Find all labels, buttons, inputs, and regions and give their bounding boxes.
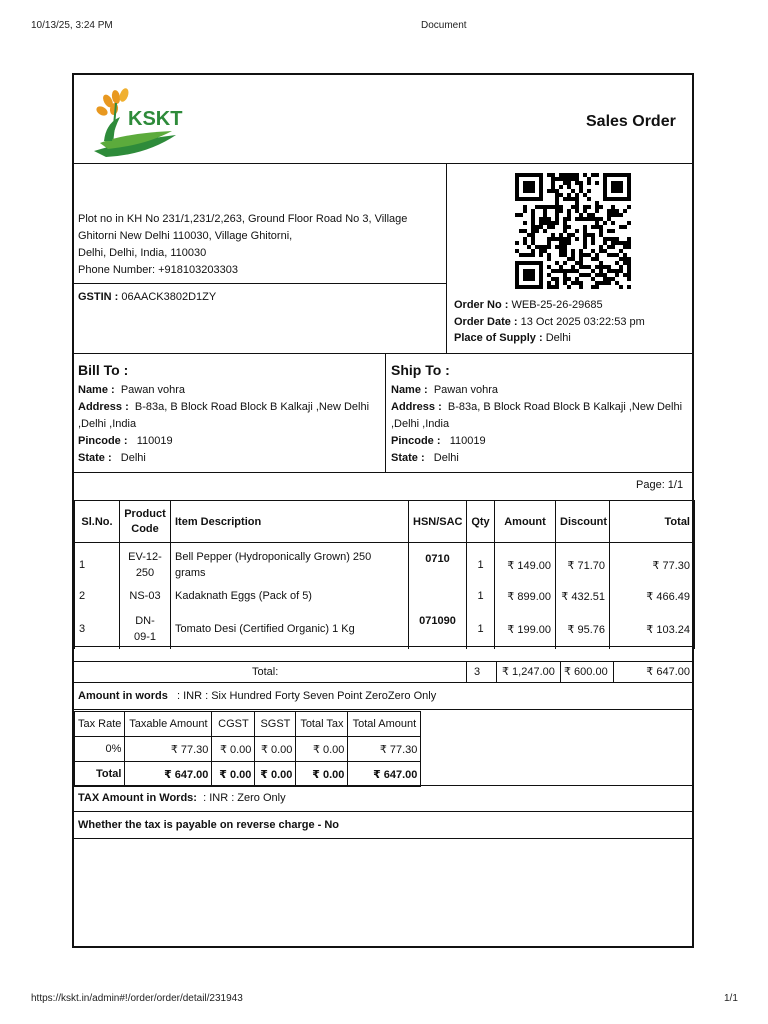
bill-to-pincode [78,433,173,449]
ship-to-name [391,382,498,398]
tax-total-amount: ₹ 647.00 [348,762,421,787]
ship-pincode-label: Pincode : [391,435,441,447]
totals-label: Total: [252,666,279,678]
code-line-2: 09-1 [133,631,157,643]
cell-product-code [120,543,171,584]
qr-code [515,173,631,289]
tax-col-total-tax: Total Tax [296,712,348,737]
product-code-header-line-2: Code [131,522,159,535]
seller-address-line-1: Plot no in KH No 231/1,231/2,263, Ground Floor Road No 3, Village [78,213,408,225]
col-header-total: Total [610,501,695,543]
table-row [75,583,695,609]
bill-name-label: Name : [78,384,115,396]
bill-to-name [78,382,185,398]
seller-phone: Phone Number: +918103203303 [78,264,238,276]
cell-product-code: NS-03 [120,583,171,609]
print-datetime: 10/13/25, 3:24 PM [31,20,113,31]
ship-address-value: B-83a, B Block Road Block B Kalkaji ,New Delhi [447,401,683,413]
table-row [75,543,695,584]
cell-description: Kadaknath Eggs (Pack of 5) [171,583,409,609]
product-code-header-line-1: Product [124,507,166,520]
cell-hsn: 0710 [409,543,467,584]
tax-total-label: Total [75,762,125,787]
cell-discount: ₹ 95.76 [556,609,610,649]
amount-words-label: Amount in words [78,690,168,702]
col-header-qty: Qty [467,501,495,543]
total-tax: ₹ 0.00 [296,737,348,762]
cell-amount: ₹ 199.00 [495,609,556,649]
code-line-2: 250 [135,567,155,579]
totals-discount: ₹ 600.00 [564,666,608,678]
cell-hsn [409,583,467,609]
bill-pincode-label: Pincode : [78,435,128,447]
bill-to-state [78,450,146,466]
seller-gstin [78,289,216,305]
tax-amount-in-words [78,790,286,806]
ship-to-heading: Ship To : [391,362,450,378]
page-indicator: Page: 1/1 [636,479,684,491]
ship-to-address [391,399,682,415]
ship-to-state [391,450,459,466]
code-line-1: DN- [135,615,155,627]
print-page-count: 1/1 [724,993,738,1004]
total-amount: ₹ 77.30 [348,737,421,762]
order-number [454,297,603,313]
cell-slno: 2 [75,583,120,609]
place-of-supply [454,330,571,346]
tax-col-taxable: Taxable Amount [125,712,212,737]
cell-qty: 1 [467,543,495,584]
items-header-row [75,501,695,543]
totals-qty: 3 [474,666,481,678]
tax-col-rate: Tax Rate [75,712,125,737]
cell-total: ₹ 466.49 [610,583,695,609]
kskt-logo [86,83,186,163]
print-url: https://kskt.in/admin#!/order/order/detail/231943 [31,993,243,1004]
order-date-label: Order Date : [454,316,518,328]
cell-total: ₹ 77.30 [610,543,695,584]
bill-to-address [78,399,369,415]
tax-col-total-amount: Total Amount [348,712,421,737]
cell-amount: ₹ 899.00 [495,583,556,609]
items-table [74,500,695,649]
bill-name-value: Pawan vohra [120,384,186,396]
ship-state-value: Delhi [433,452,459,464]
cell-product-code [120,609,171,649]
table-row [75,609,695,649]
tax-rate: 0% [75,737,125,762]
bill-state-value: Delhi [120,452,146,464]
gstin-value: 06AACK3802D1ZY [121,291,217,303]
cgst: ₹ 0.00 [212,737,255,762]
gstin-label: GSTIN : [78,291,119,303]
order-date [454,314,645,330]
cell-qty: 1 [467,609,495,649]
ship-name-label: Name : [391,384,428,396]
order-date-value: 13 Oct 2025 03:22:53 pm [520,316,645,328]
tax-total-cgst: ₹ 0.00 [212,762,255,787]
ship-pincode-value: 110019 [449,435,486,447]
totals-total: ₹ 647.00 [646,666,690,678]
bill-address-label: Address : [78,401,129,413]
ship-name-value: Pawan vohra [433,384,499,396]
amount-in-words [78,688,436,704]
ship-address-line-2: ,Delhi ,India [391,418,450,430]
taxable-amount: ₹ 77.30 [125,737,212,762]
col-header-product-code [120,501,171,543]
cell-description [171,543,409,584]
desc-line-1: Bell Pepper (Hydroponically Grown) 250 [175,551,372,563]
tax-header-row [75,712,421,737]
seller-address-line-3: Delhi, Delhi, India, 110030 [78,247,207,259]
bill-pincode-value: 110019 [136,435,173,447]
col-header-hsn: HSN/SAC [409,501,467,543]
col-header-amount: Amount [495,501,556,543]
cell-total: ₹ 103.24 [610,609,695,649]
bill-state-label: State : [78,452,112,464]
order-no-value: WEB-25-26-29685 [511,299,603,311]
cell-hsn: 071090 [409,609,467,649]
tax-total-sgst: ₹ 0.00 [255,762,296,787]
print-title: Document [421,20,467,31]
pos-label: Place of Supply : [454,332,543,344]
desc-line-2: grams [175,567,206,579]
bill-address-line-2: ,Delhi ,India [78,418,137,430]
cell-slno: 1 [75,543,120,584]
tax-total-tax: ₹ 0.00 [296,762,348,787]
code-line-1: EV-12- [128,551,162,563]
order-no-label: Order No : [454,299,509,311]
cell-qty: 1 [467,583,495,609]
tax-data-row [75,737,421,762]
reverse-charge-note: Whether the tax is payable on reverse charge - No [78,819,340,831]
ship-address-label: Address : [391,401,442,413]
totals-amount: ₹ 1,247.00 [502,666,555,678]
pos-value: Delhi [545,332,571,344]
col-header-slno: Sl.No. [75,501,120,543]
cell-discount: ₹ 432.51 [556,583,610,609]
logo-wordmark: KSKT [128,108,183,130]
col-header-description: Item Description [171,501,409,543]
document-title: Sales Order [586,113,676,130]
cell-description: Tomato Desi (Certified Organic) 1 Kg [171,609,409,649]
tax-words-value: : INR : Zero Only [203,792,286,804]
amount-words-value: : INR : Six Hundred Forty Seven Point ZeroZero Only [177,690,437,702]
bill-address-value: B-83a, B Block Road Block B Kalkaji ,New Delhi [134,401,370,413]
sales-order-document [72,73,694,948]
ship-state-label: State : [391,452,425,464]
tax-words-label: TAX Amount in Words: [78,792,197,804]
tax-total-taxable: ₹ 647.00 [125,762,212,787]
cell-discount: ₹ 71.70 [556,543,610,584]
cell-slno: 3 [75,609,120,649]
sgst: ₹ 0.00 [255,737,296,762]
seller-address-line-2: Ghitorni New Delhi 110030, Village Ghitorni, [78,230,293,242]
col-header-discount: Discount [556,501,610,543]
bill-to-heading: Bill To : [78,362,129,378]
ship-to-pincode [391,433,486,449]
cell-amount: ₹ 149.00 [495,543,556,584]
tax-total-row [75,762,421,787]
tax-summary-table [74,711,421,787]
tax-col-cgst: CGST [212,712,255,737]
tax-col-sgst: SGST [255,712,296,737]
